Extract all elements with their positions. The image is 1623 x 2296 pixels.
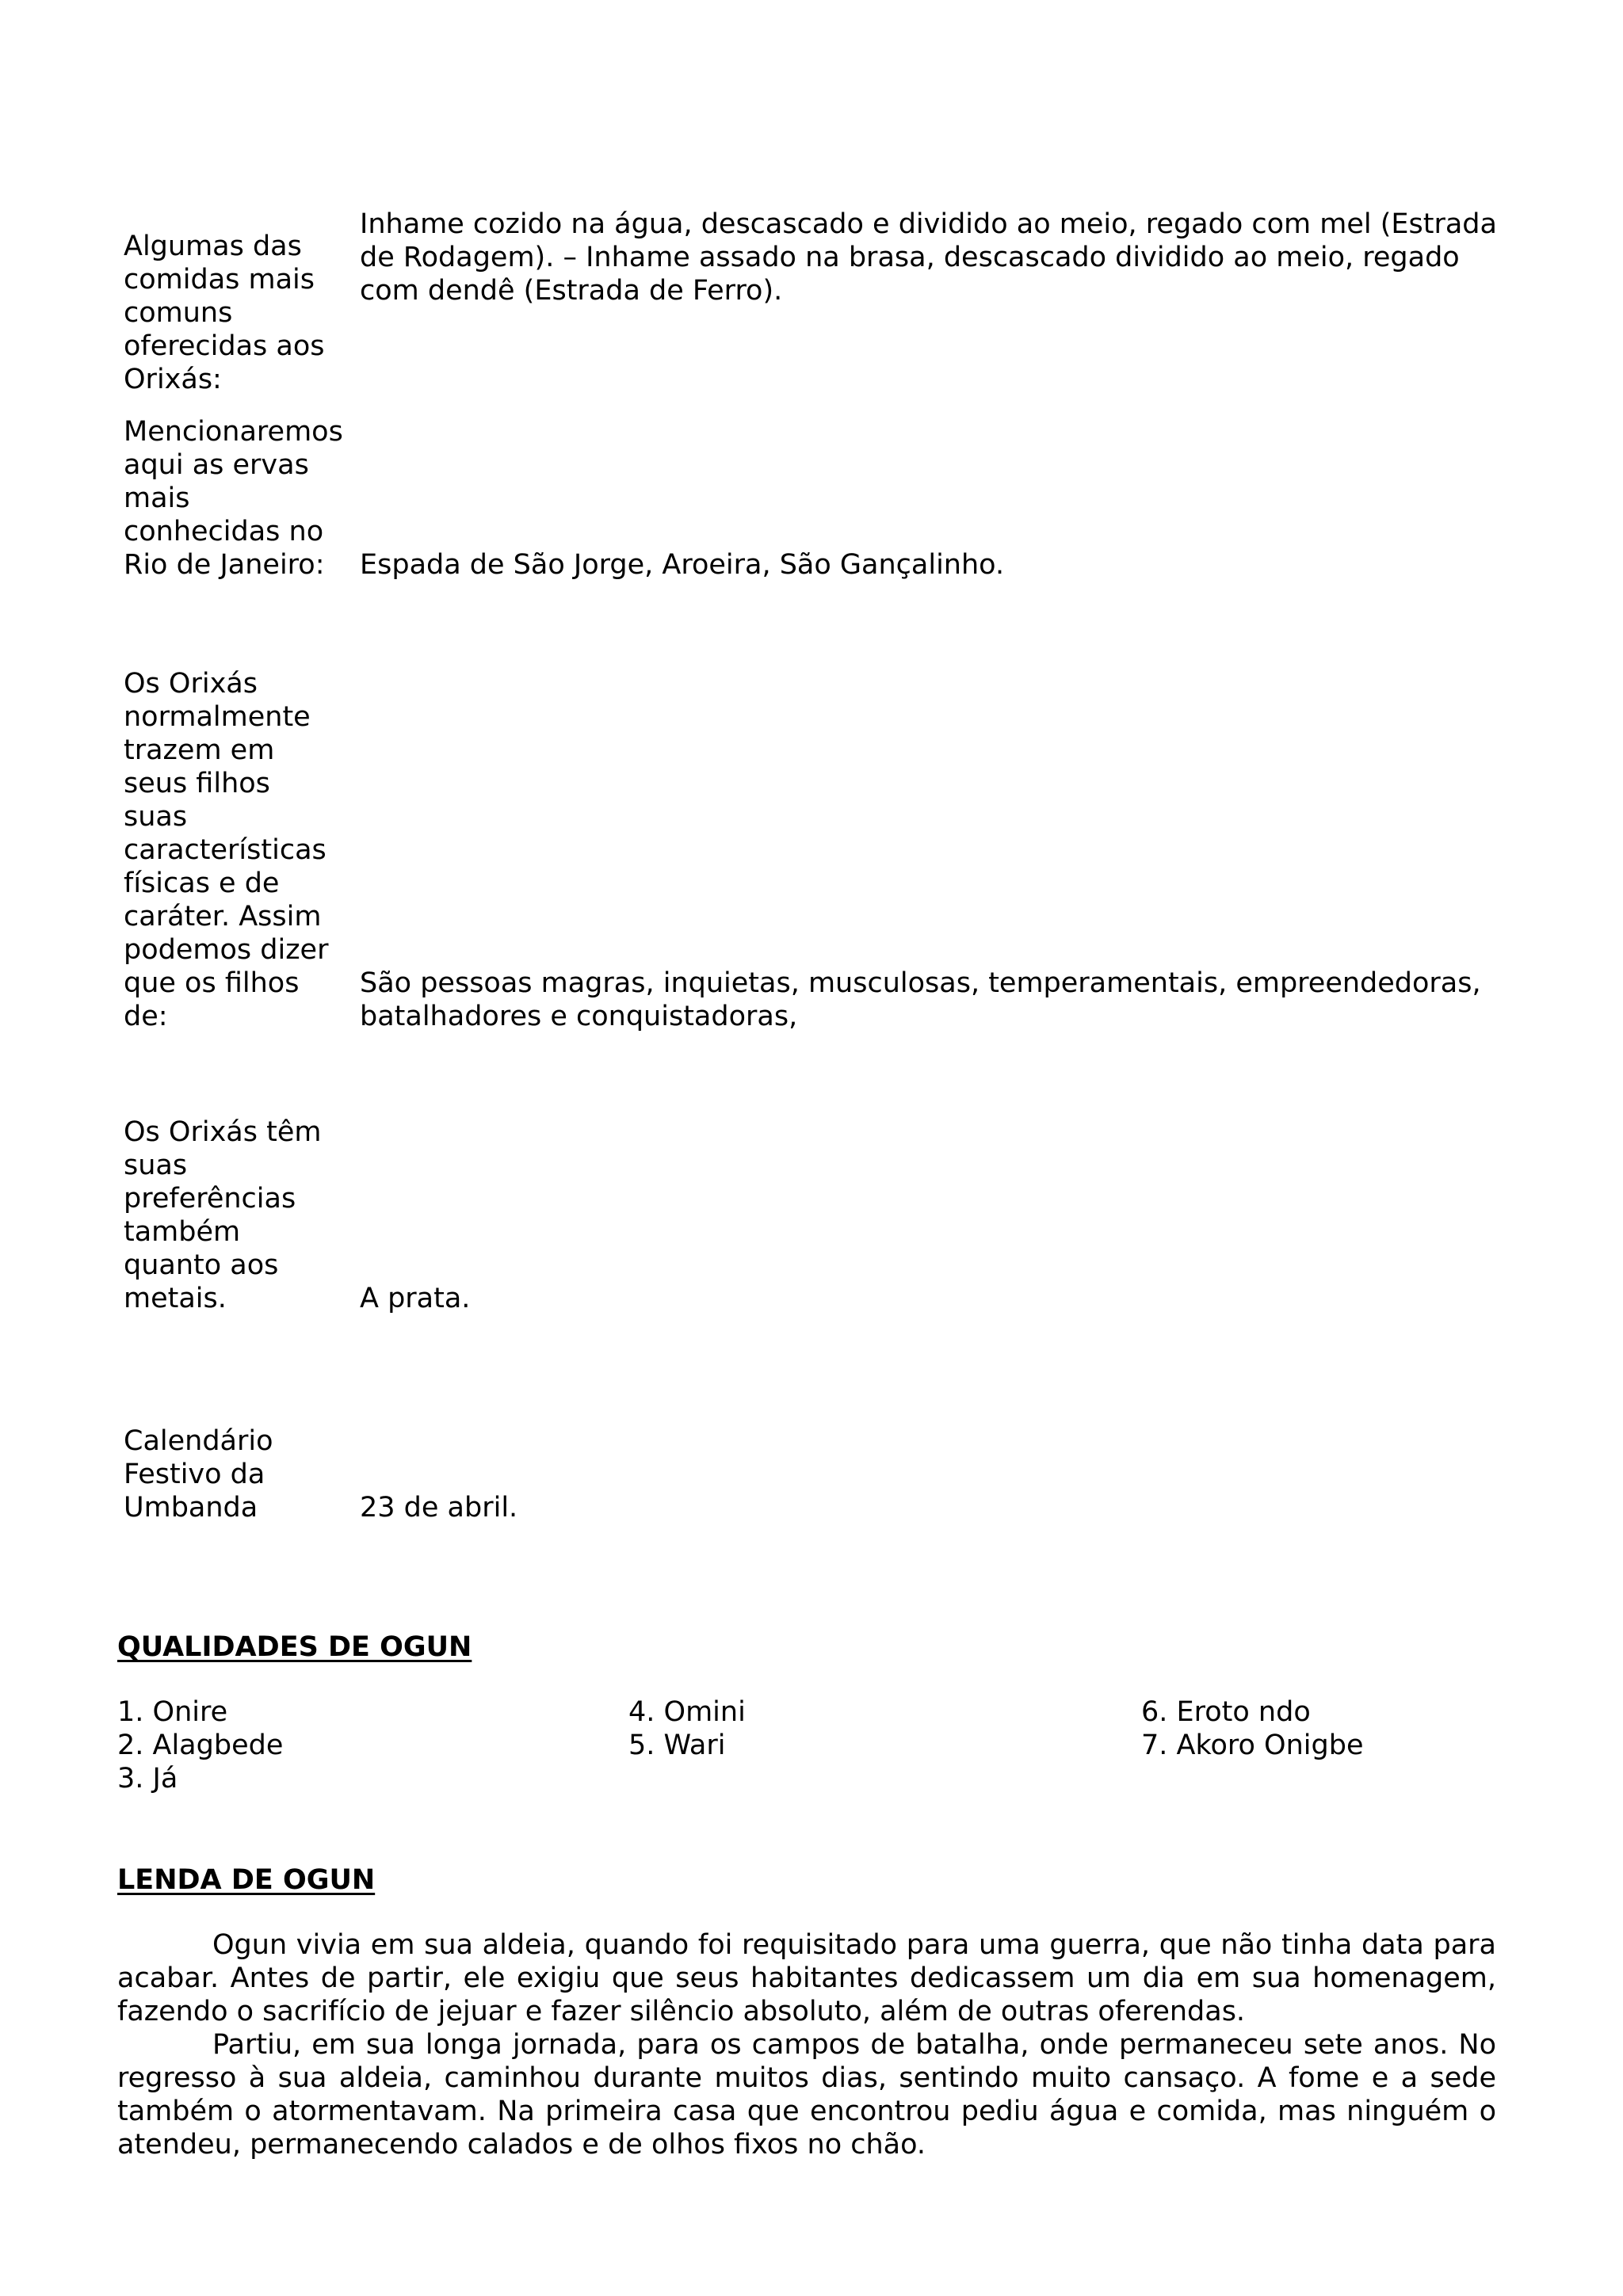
info-value: São pessoas magras, inquietas, musculosas, temperamentais, empreendedoras, batalhadores e conquistadoras, xyxy=(360,967,1481,1032)
info-label: Os Orixás têm suas preferências também quanto aos metais. xyxy=(124,1116,322,1314)
legend-heading: LENDA DE OGUN xyxy=(117,1864,376,1896)
list-item: 6. Eroto ndo xyxy=(1141,1696,1311,1728)
info-label: Os Orixás normalmente trazem em seus filhos suas características físicas e de caráter. Assim podemos dizer que os filhos de: xyxy=(124,668,329,1032)
info-value: 23 de abril. xyxy=(360,1492,518,1524)
info-table xyxy=(117,208,1528,1524)
qualities-column-2 xyxy=(628,1695,746,1762)
info-value: Inhame cozido na água, descascado e dividido ao meio, regado com mel (Estrada de Rodagem). – Inhame assado na brasa, descascado dividido ao meio, regado com dendê (Estrada de Ferro). xyxy=(360,208,1497,307)
info-row xyxy=(117,208,1528,398)
paragraph: Partiu, em sua longa jornada, para os campos de batalha, onde permaneceu sete anos. No regresso à sua aldeia, caminhou durante muitos dias, sentindo muito cansaço. A fome e a sede também o atormentavam. Na primeira casa que encontrou pediu água e comida, mas ninguém o atendeu, permanecendo calados e de olhos fixos no chão. xyxy=(117,2029,1496,2161)
list-item: 7. Akoro Onigbe xyxy=(1141,1730,1364,1761)
list-item: 1. Onire xyxy=(117,1696,228,1728)
legend-body xyxy=(117,1928,1496,2161)
list-item: 2. Alagbede xyxy=(117,1730,284,1761)
qualities-list xyxy=(117,1695,1512,1798)
list-item: 3. Já xyxy=(117,1763,178,1794)
paragraph: Ogun vivia em sua aldeia, quando foi requisitado para uma guerra, que não tinha data para acabar. Antes de partir, ele exigiu que seus habitantes dedicassem um dia em sua homenagem, fazendo o sacrifício de jejuar e fazer silêncio absoluto, além de outras oferendas. xyxy=(117,1929,1496,2027)
list-item: 4. Omini xyxy=(628,1696,746,1728)
info-value: Espada de São Jorge, Aroeira, São Gançalinho. xyxy=(360,549,1005,581)
qualities-column-1 xyxy=(117,1695,283,1795)
list-item: 5. Wari xyxy=(628,1730,726,1761)
info-label: Algumas das comidas mais comuns oferecidas aos Orixás: xyxy=(124,231,325,395)
qualities-heading: QUALIDADES DE OGUN xyxy=(117,1631,472,1663)
info-label: Calendário Festivo da Umbanda xyxy=(124,1425,273,1524)
info-label: Mencionaremos aqui as ervas mais conhecidas no Rio de Janeiro: xyxy=(124,416,343,581)
qualities-column-3 xyxy=(1141,1695,1363,1762)
info-value: A prata. xyxy=(360,1283,471,1314)
